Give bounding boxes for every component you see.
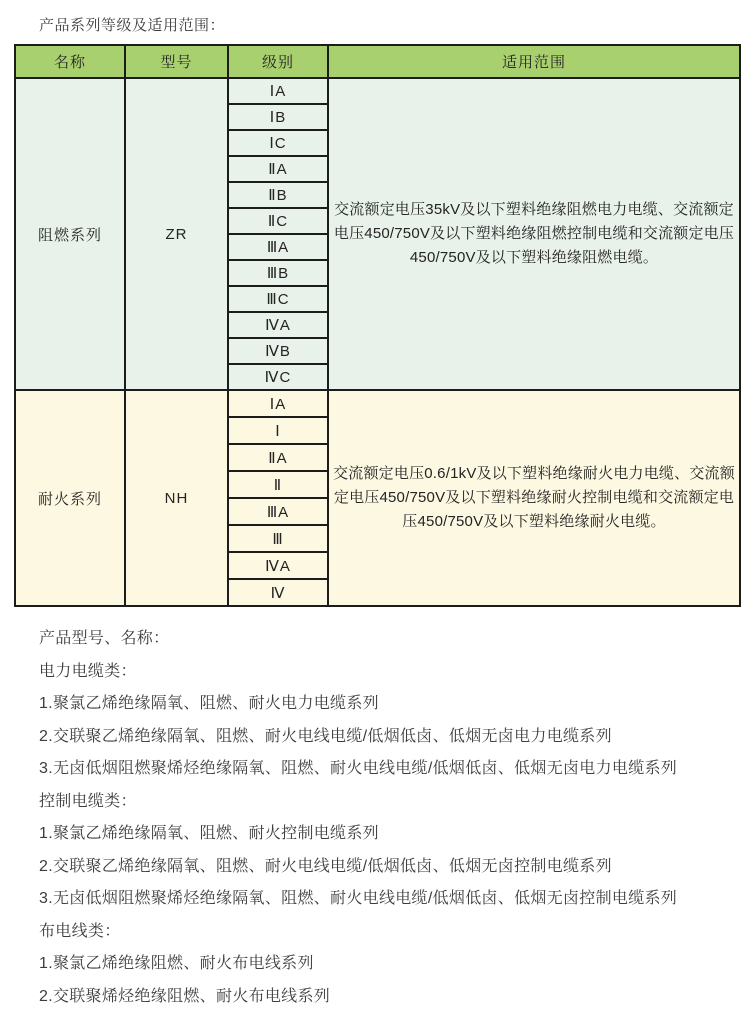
scope-cell: 交流额定电压0.6/1kV及以下塑料绝缘耐火电力电缆、交流额定电压450/750V及以下塑料绝缘耐火控制电缆和交流额定电压450/750V及以下塑料绝缘耐火电缆。	[328, 390, 740, 606]
grade-cell: ⅢB	[228, 260, 328, 286]
grade-cell: Ⅰ	[228, 417, 328, 444]
product-grade-table	[14, 44, 741, 607]
header-scope: 适用范围	[328, 45, 740, 78]
product-item: 2.交联聚乙烯绝缘隔氧、阻燃、耐火电线电缆/低烟低卤、低烟无卤电力电缆系列	[39, 727, 612, 745]
grade-cell: ⅠA	[228, 78, 328, 104]
header-name: 名称	[15, 45, 125, 78]
grade-cell: ⅠA	[228, 390, 328, 417]
grade-cell: ⅢA	[228, 498, 328, 525]
product-item: 1.聚氯乙烯绝缘隔氧、阻燃、耐火控制电缆系列	[39, 825, 379, 842]
grade-cell: ⅡB	[228, 182, 328, 208]
grade-cell: ⅣB	[228, 338, 328, 364]
grade-cell: Ⅳ	[228, 579, 328, 606]
grade-cell: ⅡA	[228, 444, 328, 471]
category-power-cables: 电力电缆类：	[39, 662, 137, 680]
header-model: 型号	[125, 45, 228, 78]
scope-cell: 交流额定电压35kV及以下塑料绝缘阻燃电力电缆、交流额定电压450/750V及以下塑料绝缘阻燃控制电缆和交流额定电压450/750V及以下塑料绝缘阻燃电缆。	[328, 78, 740, 390]
product-item: 3.无卤低烟阻燃聚烯烃绝缘隔氧、阻燃、耐火电线电缆/低烟低卤、低烟无卤电力电缆系列	[39, 760, 678, 777]
product-item: 1.聚氯乙烯绝缘隔氧、阻燃、耐火电力电缆系列	[39, 695, 379, 712]
table-header-row	[15, 45, 740, 78]
header-grade: 级别	[228, 45, 328, 78]
series-name-cell: 阻燃系列	[15, 78, 125, 390]
page-title: 产品系列等级及适用范围：	[39, 17, 226, 34]
grade-cell: ⅣA	[228, 552, 328, 579]
grade-cell: ⅢC	[228, 286, 328, 312]
grade-cell: ⅡA	[228, 156, 328, 182]
product-item: 2.交联聚烯烃绝缘阻燃、耐火布电线系列	[39, 987, 331, 1005]
series-name-cell: 耐火系列	[15, 390, 125, 606]
product-list-section	[39, 629, 753, 1006]
grade-cell: ⅣA	[228, 312, 328, 338]
product-item: 3.无卤低烟阻燃聚烯烃绝缘隔氧、阻燃、耐火电线电缆/低烟低卤、低烟无卤控制电缆系列	[39, 890, 678, 907]
table-row	[15, 390, 740, 417]
grade-cell: ⅠC	[228, 130, 328, 156]
table-row	[15, 78, 740, 104]
grade-cell: Ⅱ	[228, 471, 328, 498]
model-cell: NH	[125, 390, 228, 606]
grade-cell: Ⅲ	[228, 525, 328, 552]
product-item: 2.交联聚乙烯绝缘隔氧、阻燃、耐火电线电缆/低烟低卤、低烟无卤控制电缆系列	[39, 857, 612, 875]
grade-cell: ⅢA	[228, 234, 328, 260]
model-cell: ZR	[125, 78, 228, 390]
grade-cell: ⅡC	[228, 208, 328, 234]
product-list-title: 产品型号、名称：	[39, 630, 170, 647]
product-item: 1.聚氯乙烯绝缘阻燃、耐火布电线系列	[39, 955, 314, 972]
category-wiring-cables: 布电线类：	[39, 922, 121, 940]
grade-cell: ⅣC	[228, 364, 328, 390]
grade-cell: ⅠB	[228, 104, 328, 130]
category-control-cables: 控制电缆类：	[39, 792, 137, 810]
